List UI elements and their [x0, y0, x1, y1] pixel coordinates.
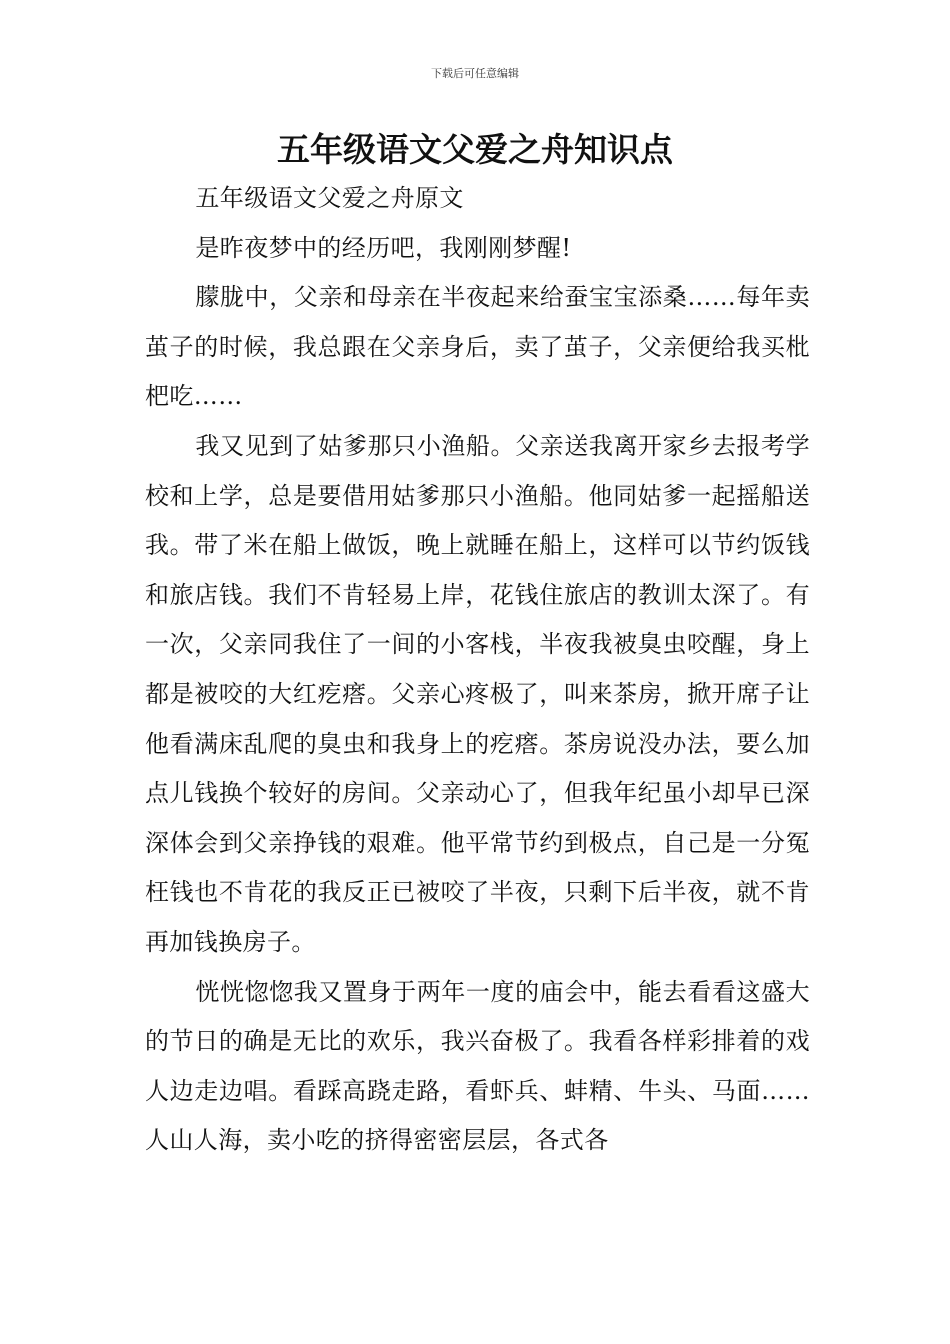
paragraph: 我又见到了姑爹那只小渔船。父亲送我离开家乡去报考学校和上学，总是要借用姑爹那只小渔船。他同姑爹一起摇船送我。带了米在船上做饭，晚上就睡在船上，这样可以节约饭钱和旅店钱。我们不肯轻易上岸，花钱住旅店的教训太深了。有一次，父亲同我住了一间的小客栈，半夜我被臭虫咬醒，身上都是被咬的大红疙瘩。父亲心疼极了，叫来茶房，掀开席子让他看满床乱爬的臭虫和我身上的疙瘩。茶房说没办法，要么加点儿钱换个较好的房间。父亲动心了，但我年纪虽小却早已深深体会到父亲挣钱的艰难。他平常节约到极点，自己是一分冤枉钱也不肯花的我反正已被咬了半夜，只剩下后半夜，就不肯再加钱换房子。	[145, 431, 810, 956]
paragraph: 朦胧中，父亲和母亲在半夜起来给蚕宝宝添桑……每年卖茧子的时候，我总跟在父亲身后，卖了茧子，父亲便给我买枇杷吃……	[145, 283, 810, 411]
document-body	[145, 174, 810, 1166]
paragraph: 是昨夜梦中的经历吧，我刚刚梦醒!	[195, 233, 572, 262]
paragraph-subtitle: 五年级语文父爱之舟原文	[195, 184, 464, 212]
header-note: 下载后可任意编辑	[431, 67, 519, 80]
document-title: 五年级语文父爱之舟知识点	[277, 130, 673, 169]
paragraph: 恍恍惚惚我又置身于两年一度的庙会中，能去看看这盛大的节日的确是无比的欢乐，我兴奋极了。我看各样彩排着的戏人边走边唱。看踩高跷走路，看虾兵、蚌精、牛头、马面……人山人海，卖小吃的挤得密密层层，各式各	[145, 977, 810, 1155]
